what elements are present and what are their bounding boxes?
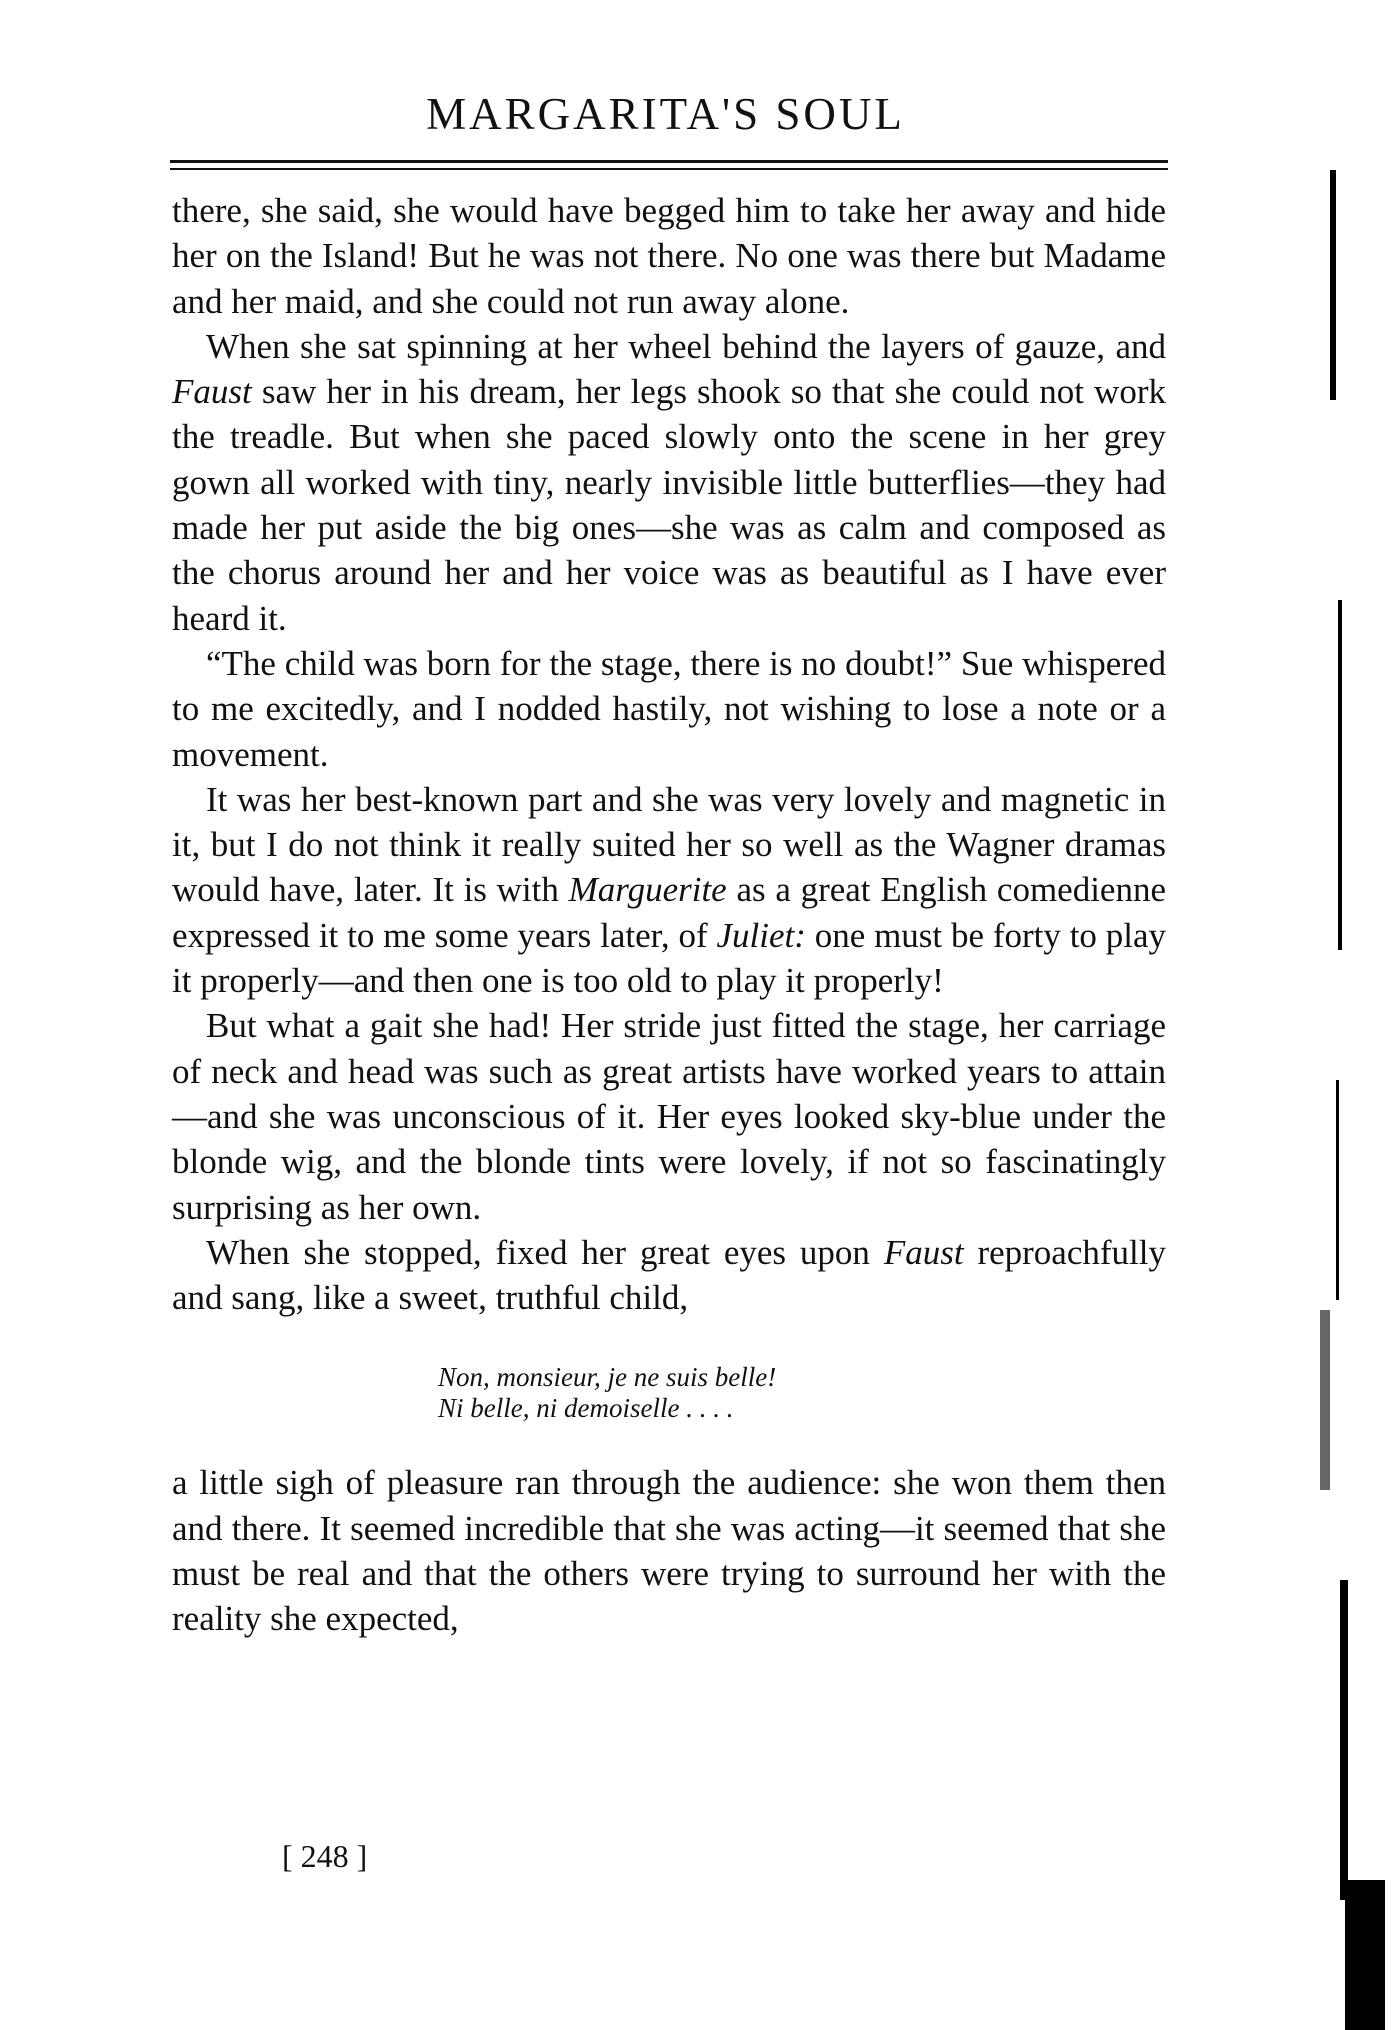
scan-edge-mark [1338,600,1342,950]
verse-line: Ni belle, ni demoiselle . . . . [438,1393,734,1424]
scan-edge-mark [1345,1880,1385,2030]
text-segment: When she stopped, fixed her great eyes upon [206,1232,884,1272]
scan-edge-mark [1320,1310,1330,1490]
text-segment: When she sat spinning at her wheel behind the layers of gauze, and [206,326,1166,366]
italic-segment: Juliet: [716,915,806,955]
verse-quotation [172,1362,1166,1424]
page-number: [ 248 ] [282,1838,368,1874]
body-text [172,188,1166,1642]
header-rule-top [170,160,1168,163]
paragraph [172,1230,1166,1321]
text-segment: saw her in his dream, her legs shook so that she could not work the treadle. But when she paced slowly onto the scene in her grey gown all worked with tiny, nearly invisible little butterflies—they had made her put aside the big ones—she was as calm and composed as the chorus around her and her voice was as beautiful as I have ever heard it. [172,372,1166,638]
text-segment: But what a gait she had! Her stride just fitted the stage, her carriage of neck and head was such as great artists have worked years to attain—and she was unconscious of it. Her eyes looked sky-blue under the blonde wig, and the blonde tints were lovely, if not so fascinatingly surprising as her own. [172,1006,1166,1227]
scan-edge-mark [1340,1580,1348,1900]
text-segment: as a great English comedienne expressed it to me some years later, of [172,870,1166,955]
scan-edge-mark [1330,170,1336,400]
scan-edge-mark [1336,1080,1339,1300]
running-header: MARGARITA'S SOUL [426,89,905,139]
paragraph [172,777,1166,1003]
paragraph [172,324,1166,641]
paragraph [172,1460,1166,1641]
italic-segment: Faust [172,372,252,412]
paragraph [172,188,1166,324]
header-rule-bottom [170,168,1168,170]
verse-line: Non, monsieur, je ne suis belle! [438,1362,777,1393]
italic-segment: Marguerite [568,870,727,910]
text-segment: reproachfully and sang, like a sweet, truthful child, [172,1232,1166,1318]
italic-segment: Faust [883,1232,964,1272]
text-segment: “The child was born for the stage, there is no doubt!” Sue whispered to me excitedly, and I nodded hastily, not wishing to lose a note or a movement. [172,643,1166,774]
text-segment: there, she said, she would have begged him to take her away and hide her on the Island! But he was not there. No one was there but Madame and her maid, and she could not run away alone. [172,191,1166,321]
text-segment: one must be forty to play it properly—and then one is too old to play it properly! [172,915,1166,1001]
text-segment: It was her best-known part and she was very lovely and magnetic in it, but I do not think it really suited her so well as the Wagner dramas would have, later. It is with [172,779,1166,910]
text-segment: a little sigh of pleasure ran through the audience: she won them then and there. It seemed incredible that she was acting—it seemed that she must be real and that the others were trying to surround her with the reality she expected, [172,1463,1166,1639]
paragraph [172,641,1166,777]
paragraph [172,1003,1166,1229]
